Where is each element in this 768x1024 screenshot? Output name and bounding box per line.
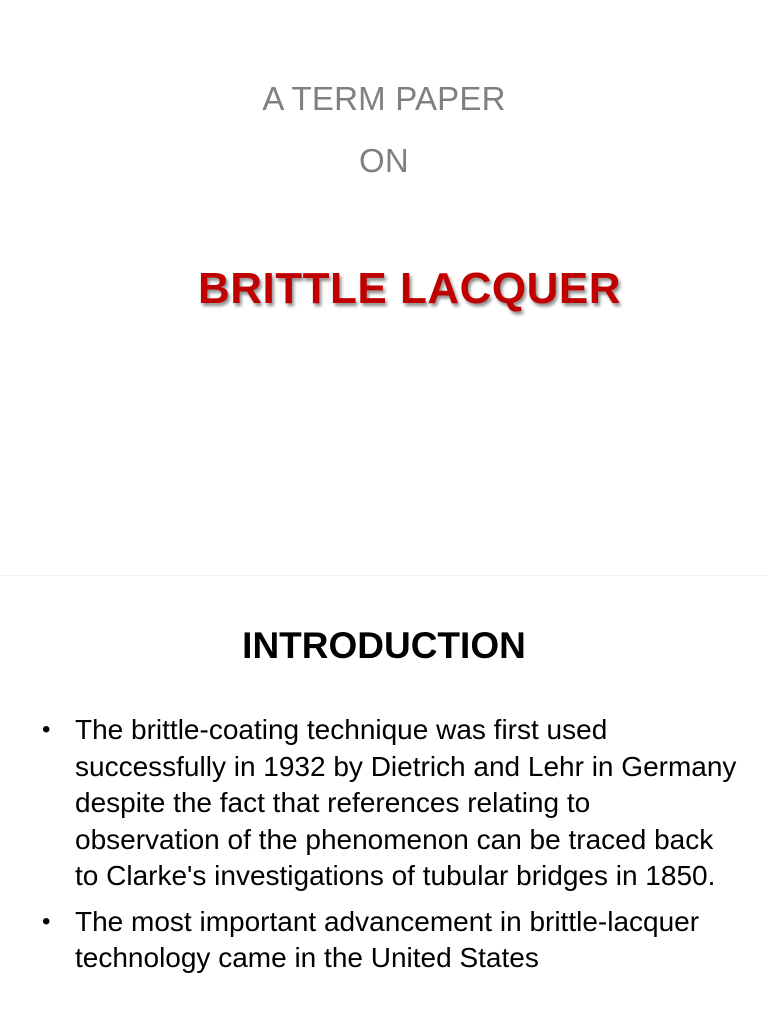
bullet-text: The most important advancement in brittle-lacquer technology came in the United States bbox=[75, 905, 700, 973]
bullet-item bbox=[40, 904, 740, 977]
introduction-slide bbox=[0, 576, 768, 1024]
bullet-item bbox=[40, 712, 740, 895]
bullet-dot-icon: • bbox=[42, 907, 51, 935]
document-title: BRITTLE LACQUER bbox=[198, 264, 622, 313]
on-label: ON bbox=[359, 142, 409, 179]
bullet-list bbox=[40, 712, 740, 986]
bullet-dot-icon: • bbox=[42, 716, 51, 743]
bullet-text: The brittle-coating technique was first used successfully in 1932 by Dietrich and Lehr in Germany despite the fact that references relating to observation of the phenomenon can be traced back to Clarke's investigations of tubular bridges in 1850. bbox=[75, 714, 737, 891]
introduction-heading: INTRODUCTION bbox=[242, 625, 526, 666]
term-paper-label: A TERM PAPER bbox=[262, 80, 506, 117]
